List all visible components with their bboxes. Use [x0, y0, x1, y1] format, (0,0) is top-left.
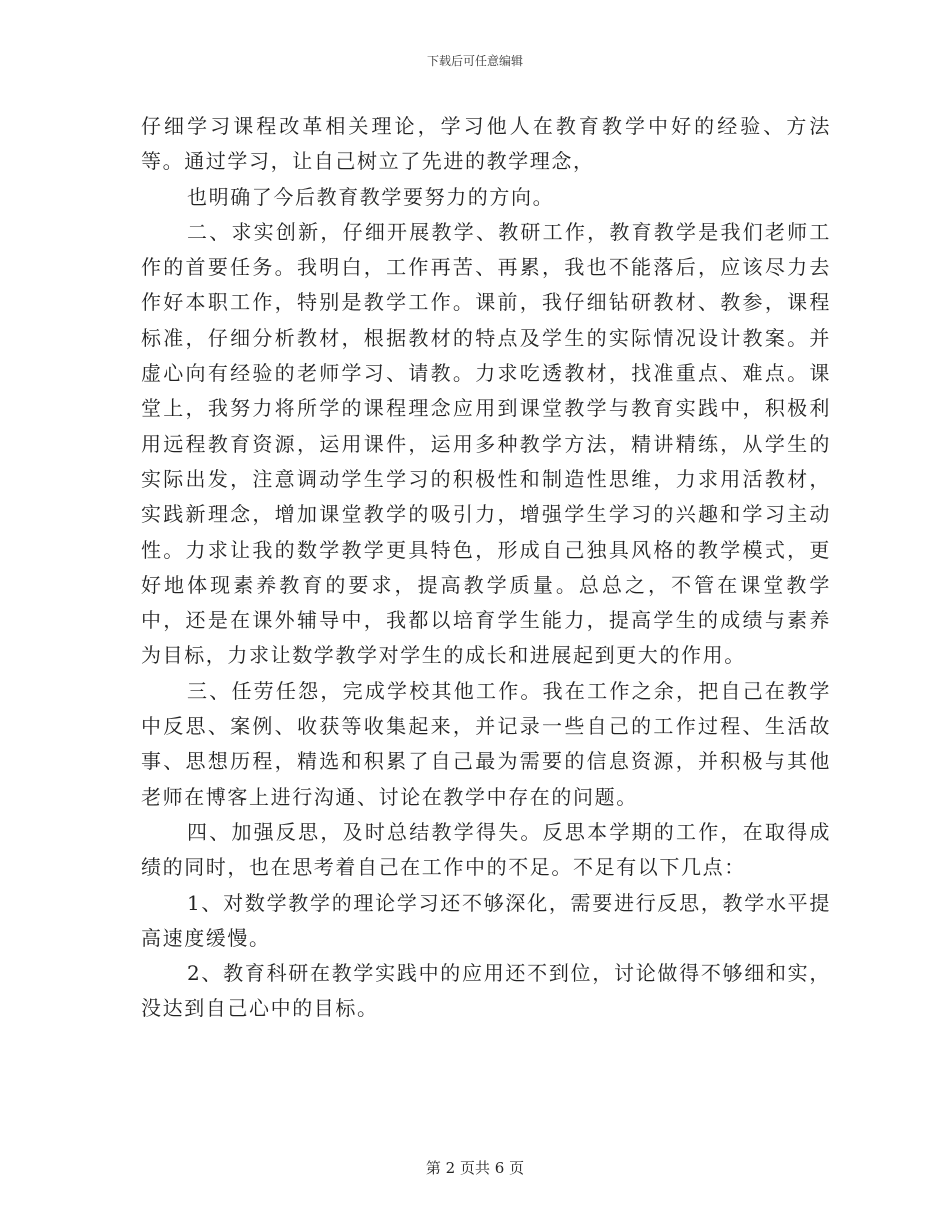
page-header: 下载后可任意编辑 — [426, 54, 523, 68]
document-body — [141, 109, 831, 1027]
paragraph: 也明确了今后教育教学要努力的方向。 — [187, 184, 555, 209]
paragraph: 1、对数学教学的理论学习还不够深化，需要进行反思，教学水平提高速度缓慢。 — [141, 890, 831, 950]
paragraph: 仔细学习课程改革相关理论，学习他人在教育教学中好的经验、方法等。通过学习，让自己树立了先进的教学理念， — [141, 114, 831, 174]
page-number: 第 2 页共 6 页 — [425, 1159, 525, 1177]
paragraph: 三、任劳任怨，完成学校其他工作。我在工作之余，把自己在教学中反思、案例、收获等收集起来，并记录一些自己的工作过程、生活故事、思想历程，精选和积累了自己最为需要的信息资源，并积极与其他老师在博客上进行沟通、讨论在教学中存在的问题。 — [141, 678, 831, 809]
paragraph: 四、加强反思，及时总结教学得失。反思本学期的工作，在取得成绩的同时，也在思考着自己在工作中的不足。不足有以下几点： — [141, 819, 831, 880]
paragraph: 2、教育科研在教学实践中的应用还不到位，讨论做得不够细和实，没达到自己心中的目标。 — [141, 961, 831, 1021]
paragraph: 二、求实创新，仔细开展教学、教研工作，教育教学是我们老师工作的首要任务。我明白，工作再苦、再累，我也不能落后，应该尽力去作好本职工作，特别是教学工作。课前，我仔细钻研教材、教参，课程标准，仔细分析教材，根据教材的特点及学生的实际情况设计教案。并虚心向有经验的老师学习、请教。力求吃透教材，找准重点、难点。课堂上，我努力将所学的课程理念应用到课堂教学与教育实践中，积极利用远程教育资源，运用课件，运用多种教学方法，精讲精练，从学生的实际出发，注意调动学生学习的积极性和制造性思维，力求用活教材，实践新理念，增加课堂教学的吸引力，增强学生学习的兴趣和学习主动性。力求让我的数学教学更具特色，形成自己独具风格的教学模式，更好地体现素养教育的要求，提高教学质量。总总之，不管在课堂教学中，还是在课外辅导中，我都以培育学生能力，提高学生的成绩与素养为目标，力求让数学教学对学生的成长和进展起到更大的作用。 — [141, 219, 831, 668]
